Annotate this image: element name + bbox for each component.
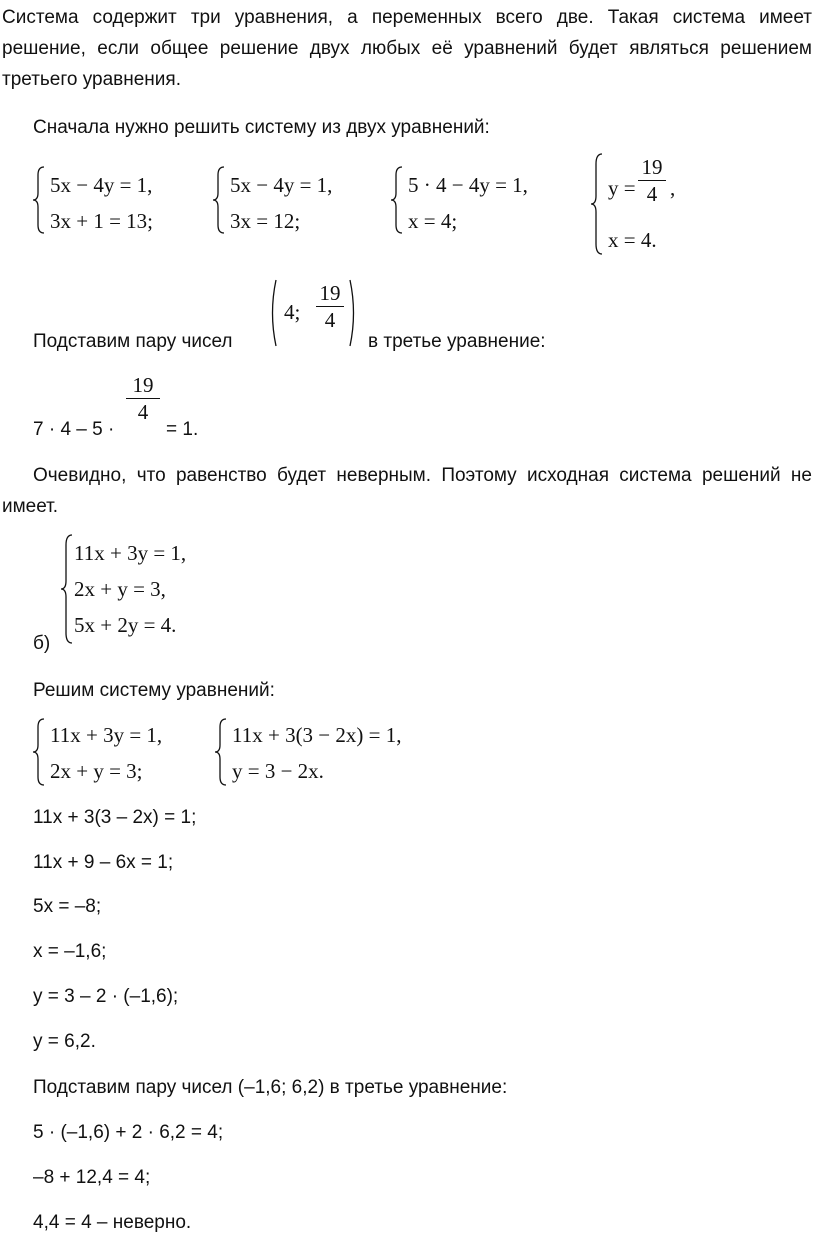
check-a-suffix: = 1. bbox=[166, 419, 199, 440]
fraction-bar bbox=[638, 180, 666, 181]
fraction-denominator: 4 bbox=[646, 182, 658, 206]
system-row: 5x − 4y = 1, bbox=[230, 173, 333, 197]
step-line: 11x + 9 – 6x = 1; bbox=[33, 852, 174, 873]
fraction-denominator: 4 bbox=[137, 400, 149, 424]
brace-icon bbox=[60, 533, 74, 645]
paren-left-icon bbox=[268, 278, 278, 348]
step-line: y = 3 – 2 · (–1,6); bbox=[33, 986, 179, 1007]
system-b-solve-2 bbox=[214, 717, 454, 791]
system-row: 5x − 4y = 1, bbox=[50, 173, 153, 197]
brace-icon bbox=[32, 165, 46, 235]
step-line: 11x + 3(3 – 2x) = 1; bbox=[33, 807, 197, 828]
system-row: y = 3 − 2x. bbox=[232, 759, 324, 783]
intro-paragraph: Система содержит три уравнения, а переменных всего две. Такая система имеет решение, если общее решение двух любых её уравнений будет являться решением третьего уравнения. bbox=[2, 7, 812, 90]
step-line: 5x = –8; bbox=[33, 896, 102, 917]
check-line: –8 + 12,4 = 4; bbox=[33, 1167, 151, 1188]
system-a-4 bbox=[590, 152, 710, 260]
check-a-prefix: 7 · 4 – 5 · bbox=[33, 419, 115, 440]
system-row: 11x + 3y = 1, bbox=[50, 723, 163, 747]
system-row: 5x + 2y = 4. bbox=[74, 613, 177, 637]
brace-icon bbox=[390, 165, 404, 235]
solve-label: Решим систему уравнений: bbox=[33, 680, 275, 701]
fraction-numerator: 19 bbox=[319, 281, 341, 305]
system-row: y = bbox=[608, 176, 636, 200]
brace-icon bbox=[212, 165, 226, 235]
system-a-3 bbox=[390, 165, 570, 245]
system-row: 11x + 3y = 1, bbox=[74, 541, 187, 565]
step-line: x = –1,6; bbox=[33, 941, 107, 962]
system-row: 5 · 4 − 4y = 1, bbox=[408, 173, 528, 197]
fraction-numerator: 19 bbox=[132, 373, 154, 397]
paren-right-icon bbox=[348, 278, 358, 348]
fraction-numerator: 19 bbox=[641, 155, 663, 179]
pair-first: 4; bbox=[284, 300, 301, 324]
system-row: 3x = 12; bbox=[230, 209, 301, 233]
check-line: 4,4 = 4 – неверно. bbox=[33, 1212, 192, 1233]
conclusion-a: Очевидно, что равенство будет неверным. Поэтому исходная система решений не имеет. bbox=[2, 465, 812, 517]
first-step-text: Сначала нужно решить систему из двух уравнений: bbox=[33, 117, 490, 138]
substitute-a-before: Подставим пару чисел bbox=[33, 331, 233, 352]
number-pair bbox=[268, 278, 358, 350]
fraction bbox=[638, 156, 666, 205]
system-row: 3x + 1 = 13; bbox=[50, 209, 154, 233]
fraction bbox=[316, 282, 344, 331]
fraction-bar bbox=[316, 306, 344, 307]
system-row: 2x + y = 3, bbox=[74, 577, 166, 601]
fraction bbox=[126, 374, 160, 423]
step-line: y = 6,2. bbox=[33, 1031, 96, 1052]
substitute-a-after: в третье уравнение: bbox=[368, 331, 546, 352]
system-row: x = 4. bbox=[608, 228, 657, 252]
system-b bbox=[60, 533, 230, 651]
system-row: 2x + y = 3; bbox=[50, 759, 143, 783]
brace-icon bbox=[32, 717, 46, 787]
check-line: 5 · (–1,6) + 2 · 6,2 = 4; bbox=[33, 1122, 224, 1143]
system-a-2 bbox=[212, 165, 372, 245]
system-row: , bbox=[670, 176, 676, 200]
fraction-denominator: 4 bbox=[324, 308, 336, 332]
fraction-bar bbox=[126, 398, 160, 399]
substitute-b: Подставим пару чисел (–1,6; 6,2) в третье уравнение: bbox=[33, 1077, 508, 1098]
system-row: 11x + 3(3 − 2x) = 1, bbox=[232, 723, 402, 747]
brace-icon bbox=[590, 152, 604, 256]
part-b-label: б) bbox=[33, 633, 51, 654]
system-b-solve-1 bbox=[32, 717, 202, 791]
brace-icon bbox=[214, 717, 228, 787]
system-row: x = 4; bbox=[408, 209, 458, 233]
system-a-1 bbox=[32, 165, 192, 245]
